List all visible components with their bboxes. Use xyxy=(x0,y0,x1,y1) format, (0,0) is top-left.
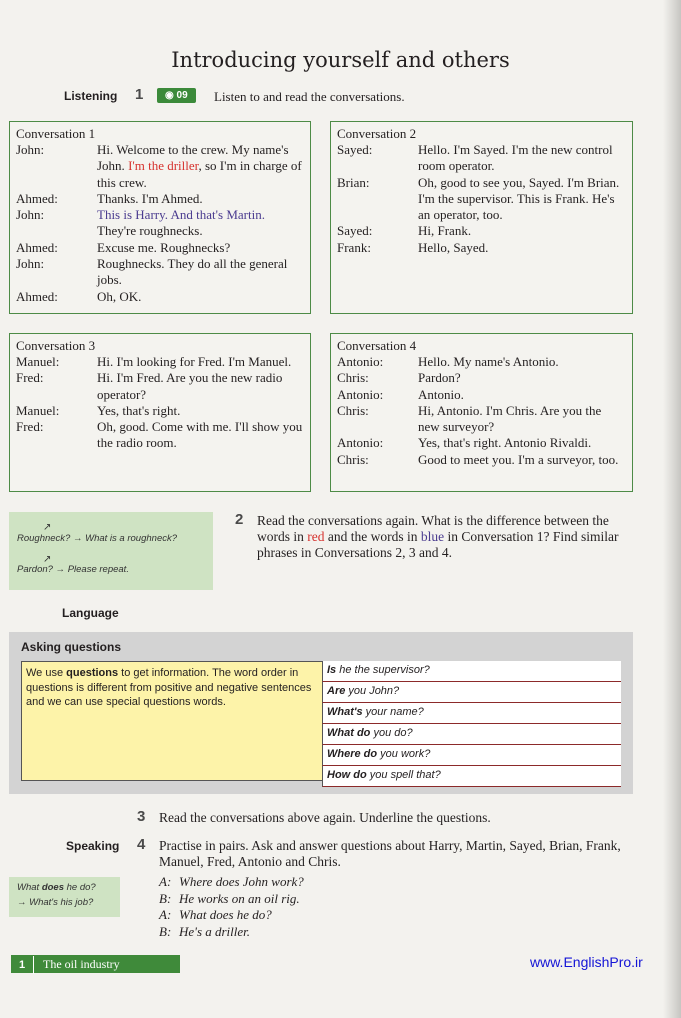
speaker-name: Fred: xyxy=(16,370,44,386)
speaker-name: Chris: xyxy=(337,451,369,467)
exercise-2-instruction: Read the conversations again. What is the difference between the words in red and the words in blue in Conversation 1? Find similar phrases in Conversations 2, 3 and 4. xyxy=(257,513,619,560)
line-text-part: Hello. My name's Antonio. xyxy=(418,354,559,369)
speaker-name: John: xyxy=(16,207,45,223)
speaker-name: Manuel: xyxy=(16,354,60,369)
question-example: Where do you work? xyxy=(322,745,621,766)
line-text-part: Yes, that's right. Antonio Rivaldi. xyxy=(418,435,592,451)
cd-icon: ◉ xyxy=(165,90,174,101)
speaker-name: Sayed: xyxy=(337,223,373,239)
line-text xyxy=(97,354,304,370)
line-text-part: Good to meet you. I'm a surveyor, too. xyxy=(418,451,619,467)
red-phrase: I'm the driller xyxy=(128,158,199,174)
red-word: red xyxy=(307,529,325,544)
line-text xyxy=(97,403,304,419)
dialogue-example-line: A: Where does John work? xyxy=(159,874,304,889)
blue-phrase: This is Harry. And that's Martin. xyxy=(97,207,265,223)
line-text xyxy=(97,142,304,191)
language-heading: Asking questions xyxy=(21,640,122,654)
speaker-name: Ahmed: xyxy=(16,239,58,255)
line-text-part: Oh, good to see you, Sayed. I'm Brian. I'm the supervisor. This is Frank. He's an operator, too. xyxy=(418,174,620,223)
dialogue-line xyxy=(337,142,626,175)
speaker-name: Sayed: xyxy=(337,142,373,157)
dialogue-line xyxy=(16,142,304,191)
speaker-name: Antonio: xyxy=(337,354,384,369)
dialogue-line xyxy=(16,191,304,207)
page-gutter-shadow xyxy=(663,0,681,1018)
speaker-name: Brian: xyxy=(337,174,370,190)
language-explanation: We use questions to get information. The word order in questions is different from positive and negative sentences and we can use special questions words. xyxy=(26,667,312,708)
dialogue-example-line: B: He works on an oil rig. xyxy=(159,890,300,906)
tip-box xyxy=(9,512,213,590)
speaker-name: Antonio: xyxy=(337,435,384,451)
dialogue-line xyxy=(337,175,626,224)
line-text xyxy=(418,452,626,468)
speaker-name: Ahmed: xyxy=(16,190,58,206)
dialogue-line xyxy=(16,419,304,452)
unit-number: 1 xyxy=(11,956,34,974)
line-text xyxy=(97,191,304,207)
exercise-2-number: 2 xyxy=(235,511,244,528)
line-text xyxy=(97,419,304,452)
speaker-name: Manuel: xyxy=(16,402,60,418)
tip-line-1: Roughneck? → What is a roughneck? xyxy=(17,533,178,544)
line-text xyxy=(418,142,626,175)
conversation-4-box xyxy=(330,333,633,492)
line-text-part: Excuse me. Roughnecks? xyxy=(97,239,231,255)
question-examples-table xyxy=(322,661,621,787)
exercise-4-instruction: Practise in pairs. Ask and answer questions about Harry, Martin, Sayed, Brian, Frank, Manuel, Fred, Antonio and Chris. xyxy=(159,838,621,869)
dialogue-line xyxy=(337,452,626,468)
footer-unit-bar xyxy=(11,955,180,973)
dialogue-line xyxy=(337,387,626,403)
line-text-part: Hi, Frank. xyxy=(418,223,472,239)
line-text-part: Hi. I'm Fred. Are you the new radio operator? xyxy=(97,370,283,402)
unit-title: The oil industry xyxy=(43,957,120,971)
dialogue-line xyxy=(337,223,626,239)
line-text-part: , so I'm in charge of this crew. xyxy=(97,158,302,190)
rising-intonation-arrow-icon: ↗ xyxy=(43,522,52,533)
line-text xyxy=(97,240,304,256)
speaker-name: Fred: xyxy=(16,419,44,435)
speaker-name: John: xyxy=(16,142,45,157)
line-text xyxy=(418,403,626,436)
dialogue-line xyxy=(337,240,626,256)
audio-track-number: 09 xyxy=(176,90,188,101)
exercise-4-number: 4 xyxy=(137,836,146,853)
speaking-tip-line-1: What does he do? xyxy=(17,882,96,893)
line-text-part: Hi. Welcome to the crew. My name's John. xyxy=(97,142,289,174)
line-text-part: Pardon? xyxy=(418,370,461,386)
line-text xyxy=(418,370,626,386)
dialogue-line xyxy=(16,370,304,403)
conversation-1-box xyxy=(9,121,311,314)
dialogue-line xyxy=(337,403,626,436)
line-text-part: Yes, that's right. xyxy=(97,402,181,418)
speaker-name: Frank: xyxy=(337,239,371,255)
line-text-part: Hi, Antonio. I'm Chris. Are you the new surveyor? xyxy=(418,402,602,435)
line-text xyxy=(418,387,626,403)
line-text xyxy=(97,289,304,305)
dialogue-line xyxy=(16,240,304,256)
dialogue-line xyxy=(337,435,626,451)
line-text-part: They're roughnecks. xyxy=(97,223,203,239)
line-text xyxy=(418,240,626,256)
speaker-name: Ahmed: xyxy=(16,288,58,304)
conversation-2-box xyxy=(330,121,633,314)
listening-label: Listening xyxy=(64,89,118,103)
line-text-part: Hi. I'm looking for Fred. I'm Manuel. xyxy=(97,354,292,369)
conversation-title: Conversation 1 xyxy=(16,126,96,141)
speaker-name: John: xyxy=(16,256,45,272)
line-text-part: Roughnecks. They do all the general jobs. xyxy=(97,256,288,288)
rising-intonation-arrow-icon: ↗ xyxy=(43,554,52,565)
speaking-tip-line-2: → What's his job? xyxy=(17,897,94,908)
line-text-part: Antonio. xyxy=(418,386,464,402)
dialogue-line xyxy=(337,354,626,370)
line-text xyxy=(97,256,304,289)
audio-track-badge[interactable] xyxy=(157,88,196,103)
speaking-dialogue xyxy=(159,874,304,940)
page-title: Introducing yourself and others xyxy=(171,48,510,72)
dialogue-line xyxy=(337,370,626,386)
line-text xyxy=(97,207,304,240)
question-example: Is he the supervisor? xyxy=(322,661,621,682)
line-text xyxy=(418,175,626,224)
line-text-part: Oh, good. Come with me. I'll show you the radio room. xyxy=(97,419,303,451)
dialogue-line xyxy=(16,256,304,289)
question-example: How do you spell that? xyxy=(322,766,621,787)
exercise-1-instruction: Listen to and read the conversations. xyxy=(214,89,405,104)
question-example: What do you do? xyxy=(322,724,621,745)
line-text-part: Hello. I'm Sayed. I'm the new control room operator. xyxy=(418,142,613,174)
question-example: What's your name? xyxy=(322,703,621,724)
speaking-tip-box xyxy=(9,877,120,917)
conversation-title: Conversation 2 xyxy=(337,126,417,141)
line-text-part: Hello, Sayed. xyxy=(418,239,489,255)
dialogue-line xyxy=(16,354,304,370)
question-example: Are you John? xyxy=(322,682,621,703)
dialogue-line xyxy=(16,207,304,240)
conversation-title: Conversation 4 xyxy=(337,338,417,353)
exercise-3-number: 3 xyxy=(137,808,146,825)
exercise-1-number: 1 xyxy=(135,86,144,103)
dialogue-example-line: A: What does he do? xyxy=(159,907,272,922)
exercise-3-instruction: Read the conversations above again. Underline the questions. xyxy=(159,810,491,825)
line-text xyxy=(97,370,304,403)
website-link[interactable]: www.EnglishPro.ir xyxy=(530,954,643,970)
conversation-3-box xyxy=(9,333,311,492)
speaking-label: Speaking xyxy=(66,839,120,853)
speaker-name: Antonio: xyxy=(337,386,384,402)
line-text xyxy=(418,354,626,370)
dialogue-line xyxy=(16,289,304,305)
speaker-name: Chris: xyxy=(337,370,369,386)
tip-line-2: Pardon? → Please repeat. xyxy=(17,564,129,575)
line-text xyxy=(418,435,626,451)
speaker-name: Chris: xyxy=(337,402,369,418)
blue-word: blue xyxy=(420,529,445,544)
language-label: Language xyxy=(62,606,119,620)
dialogue-line xyxy=(16,403,304,419)
dialogue-example-line: B: He's a driller. xyxy=(159,923,251,939)
conversation-title: Conversation 3 xyxy=(16,338,96,353)
line-text-part: Oh, OK. xyxy=(97,288,142,304)
line-text xyxy=(418,223,626,239)
line-text-part: Thanks. I'm Ahmed. xyxy=(97,190,203,206)
